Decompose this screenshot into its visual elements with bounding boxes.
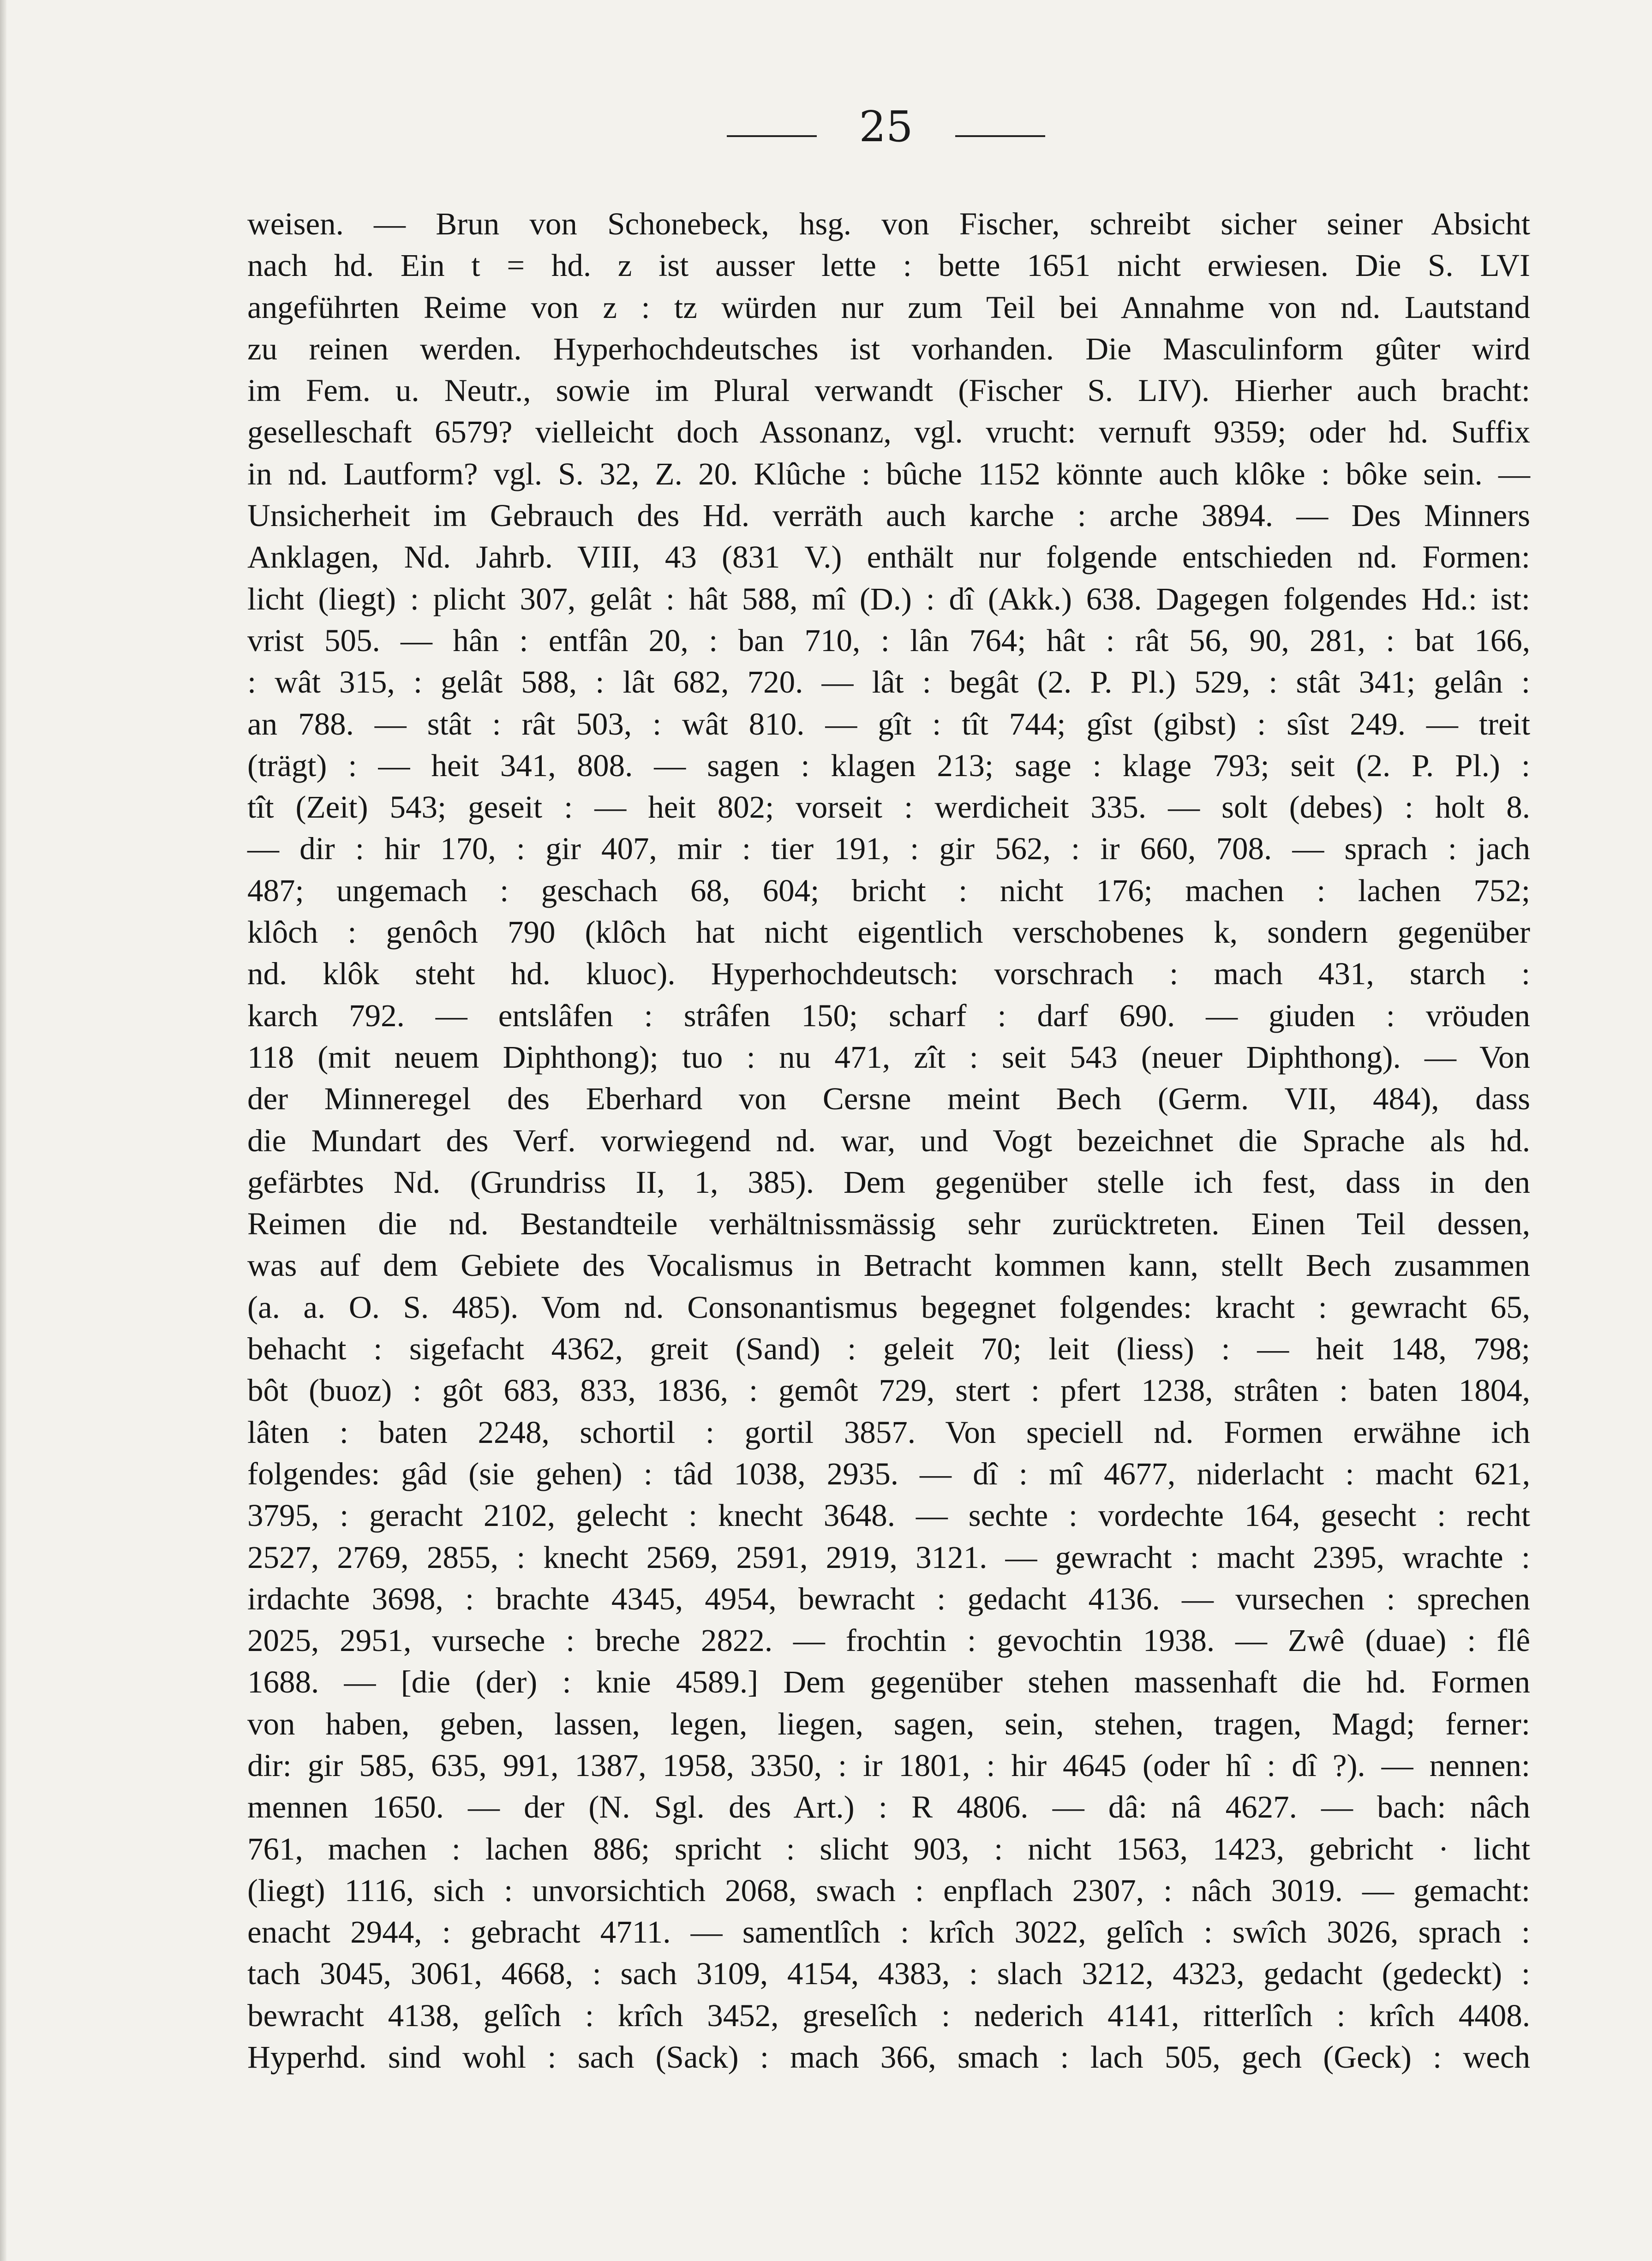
body-text	[247, 203, 1530, 2078]
text-line: vrist 505. — hân : entfân 20, : ban 710, : lân 764; hât : rât 56, 90, 281, : bat 166,	[247, 622, 1530, 658]
text-line: lâten : baten 2248, schortil : gortil 3857. Von speciell nd. Formen erwähne ich	[247, 1414, 1530, 1450]
text-line: in nd. Lautform? vgl. S. 32, Z. 20. Klûche : bûche 1152 könnte auch klôke : bôke sein. —	[247, 456, 1530, 491]
text-line: licht (liegt) : plicht 307, gelât : hât 588, mî (D.) : dî (Akk.) 638. Dagegen folgendes Hd.: ist:	[247, 581, 1530, 616]
text-line: an 788. — stât : rât 503, : wât 810. — gît : tît 744; gîst (gibst) : sîst 249. — treit	[247, 706, 1530, 742]
text-line: dir: gir 585, 635, 991, 1387, 1958, 3350, : ir 1801, : hir 4645 (oder hî : dî ?). — nennen:	[247, 1747, 1530, 1783]
text-line: die Mundart des Verf. vorwiegend nd. war, und Vogt bezeichnet die Sprache als hd.	[247, 1123, 1530, 1158]
text-line: Unsicherheit im Gebrauch des Hd. verräth auch karche : arche 3894. — Des Minners	[247, 498, 1530, 533]
text-line: der Minneregel des Eberhard von Cersne meint Bech (Germ. VII, 484), dass	[247, 1081, 1530, 1117]
text-line: — dir : hir 170, : gir 407, mir : tier 191, : gir 562, : ir 660, 708. — sprach : jach	[247, 831, 1530, 867]
text-line: 487; ungemach : geschach 68, 604; bricht : nicht 176; machen : lachen 752;	[247, 873, 1530, 908]
text-line: irdachte 3698, : brachte 4345, 4954, bewracht : gedacht 4136. — vursechen : sprechen	[247, 1581, 1530, 1616]
text-line: bewracht 4138, gelîch : krîch 3452, greselîch : nederich 4141, ritterlîch : krîch 4408.	[247, 1998, 1530, 2033]
page-number: 25	[859, 102, 913, 151]
text-line: (trägt) : — heit 341, 808. — sagen : klagen 213; sage : klage 793; seit (2. P. Pl.) :	[247, 748, 1530, 783]
text-line: angeführten Reime von z : tz würden nur zum Teil bei Annahme von nd. Lautstand	[247, 289, 1530, 325]
page-header	[0, 95, 1652, 159]
text-line: Reimen die nd. Bestandteile verhältnissmässig sehr zurücktreten. Einen Teil dessen,	[247, 1206, 1530, 1242]
text-line: klôch : genôch 790 (klôch hat nicht eigentlich verschobenes k, sondern gegenüber	[247, 915, 1530, 950]
text-line: geselleschaft 6579? vielleicht doch Assonanz, vgl. vrucht: vernuft 9359; oder hd. Suffix	[247, 414, 1530, 450]
text-line: weisen. — Brun von Schonebeck, hsg. von Fischer, schreibt sicher seiner Absicht	[247, 206, 1530, 241]
text-line: tach 3045, 3061, 4668, : sach 3109, 4154, 4383, : slach 3212, 4323, gedacht (gedeckt) :	[247, 1956, 1530, 1992]
text-line: 2025, 2951, vurseche : breche 2822. — frochtin : gevochtin 1938. — Zwê (duae) : flê	[247, 1623, 1530, 1658]
text-line: nach hd. Ein t = hd. z ist ausser lette : bette 1651 nicht erwiesen. Die S. LVI	[247, 248, 1530, 283]
text-line: enacht 2944, : gebracht 4711. — samentlîch : krîch 3022, gelîch : swîch 3026, sprach :	[247, 1914, 1530, 1950]
text-line: was auf dem Gebiete des Vocalismus in Betracht kommen kann, stellt Bech zusammen	[247, 1248, 1530, 1283]
text-line: zu reinen werden. Hyperhochdeutsches ist vorhanden. Die Masculinform gûter wird	[247, 331, 1530, 366]
text-line: folgendes: gâd (sie gehen) : tâd 1038, 2935. — dî : mî 4677, niderlacht : macht 621,	[247, 1456, 1530, 1491]
text-line: Anklagen, Nd. Jahrb. VIII, 43 (831 V.) enthält nur folgende entschieden nd. Formen:	[247, 539, 1530, 575]
text-line: bôt (buoz) : gôt 683, 833, 1836, : gemôt 729, stert : pfert 1238, strâten : baten 1804,	[247, 1373, 1530, 1408]
text-line: im Fem. u. Neutr., sowie im Plural verwandt (Fischer S. LIV). Hierher auch bracht:	[247, 373, 1530, 408]
text-line: 1688. — [die (der) : knie 4589.] Dem gegenüber stehen massenhaft die hd. Formen	[247, 1664, 1530, 1700]
header-rule-right	[955, 135, 1045, 137]
text-line: (liegt) 1116, sich : unvorsichtich 2068, swach : enpflach 2307, : nâch 3019. — gemacht:	[247, 1872, 1530, 1908]
text-line: Hyperhd. sind wohl : sach (Sack) : mach 366, smach : lach 505, gech (Geck) : wech	[247, 2040, 1530, 2075]
text-line: gefärbtes Nd. (Grundriss II, 1, 385). Dem gegenüber stelle ich fest, dass in den	[247, 1164, 1530, 1200]
text-line: 118 (mit neuem Diphthong); tuo : nu 471, zît : seit 543 (neuer Diphthong). — Von	[247, 1039, 1530, 1075]
header-rule-left	[727, 135, 817, 137]
text-line: 3795, : geracht 2102, gelecht : knecht 3648. — sechte : vordechte 164, gesecht : recht	[247, 1498, 1530, 1533]
text-line: karch 792. — entslâfen : strâfen 150; scharf : darf 690. — giuden : vröuden	[247, 998, 1530, 1033]
text-line: behacht : sigefacht 4362, greit (Sand) : geleit 70; leit (liess) : — heit 148, 798;	[247, 1331, 1530, 1367]
text-line: von haben, geben, lassen, legen, liegen, sagen, sein, stehen, tragen, Magd; ferner:	[247, 1706, 1530, 1741]
text-line: mennen 1650. — der (N. Sgl. des Art.) : R 4806. — dâ: nâ 4627. — bach: nâch	[247, 1789, 1530, 1825]
text-line: : wât 315, : gelât 588, : lât 682, 720. — lât : begât (2. P. Pl.) 529, : stât 341; gelân :	[247, 664, 1530, 700]
text-line: nd. klôk steht hd. kluoc). Hyperhochdeutsch: vorschrach : mach 431, starch :	[247, 956, 1530, 992]
page-binding-edge	[0, 0, 6, 2261]
text-line: tît (Zeit) 543; geseit : — heit 802; vorseit : werdicheit 335. — solt (debes) : holt 8.	[247, 790, 1530, 825]
text-line: 761, machen : lachen 886; spricht : slicht 903, : nicht 1563, 1423, gebricht · licht	[247, 1831, 1530, 1866]
text-line: (a. a. O. S. 485). Vom nd. Consonantismus begegnet folgendes: kracht : gewracht 65,	[247, 1289, 1530, 1325]
text-line: 2527, 2769, 2855, : knecht 2569, 2591, 2919, 3121. — gewracht : macht 2395, wrachte :	[247, 1539, 1530, 1575]
